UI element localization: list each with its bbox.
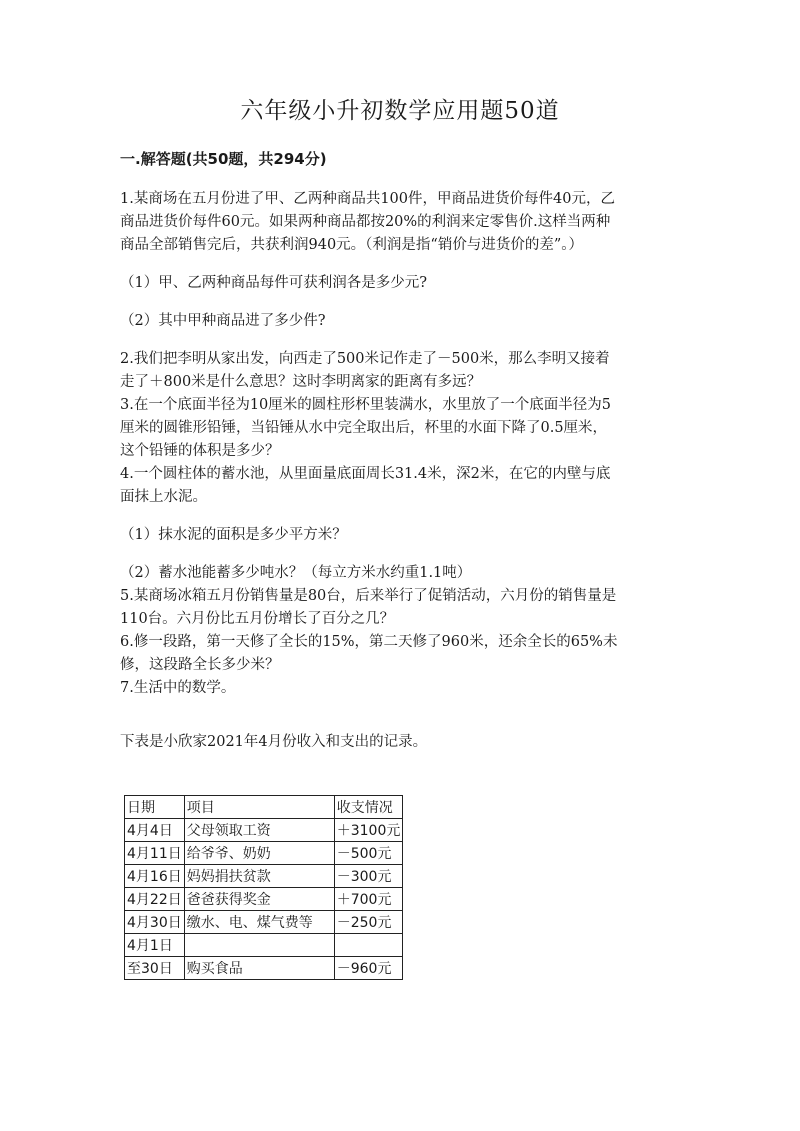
q5-line-2: 110台。六月份比五月份增长了百分之几？ [120,611,395,627]
cell-item: 爸爸获得奖金 [184,888,334,911]
table-row [125,934,403,957]
income-expense-table [124,795,403,980]
table-row [125,888,403,911]
cell-item: 父母领取工资 [184,819,334,842]
cell-item: 缴水、电、煤气费等 [184,911,334,934]
q1-sub-1: （1）甲、乙两种商品每件可获利润各是多少元? [120,275,427,291]
header-amount: 收支情况 [334,796,403,819]
cell-amount: ＋700元 [334,888,403,911]
cell-item: 购买食品 [184,957,334,980]
q1-sub-2: （2）其中甲种商品进了多少件? [120,313,326,329]
q7-table-intro: 下表是小欣家2021年4月份收入和支出的记录。 [120,734,428,750]
q6-line-2: 修，这段路全长多少米？ [120,657,280,673]
cell-date: 4月16日 [125,865,185,888]
cell-date: 至30日 [125,957,185,980]
cell-date: 4月22日 [125,888,185,911]
cell-date: 4月4日 [125,819,185,842]
q1-line-1: 1.某商场在五月份进了甲、乙两种商品共100件，甲商品进货价每件40元，乙 [120,191,615,207]
q4-sub-2: （2）蓄水池能蓄多少吨水？（每立方米水约重1.1吨） [120,565,472,581]
cell-date: 4月1日 [125,934,185,957]
page-title: 六年级小升初数学应用题50道 [240,98,560,124]
cell-amount: －250元 [334,911,403,934]
header-item: 项目 [184,796,334,819]
q5-line-1: 5.某商场冰箱五月份销售量是80台，后来举行了促销活动，六月份的销售量是 [120,588,617,604]
table-header-row [125,796,403,819]
q2-line-1: 2.我们把李明从家出发，向西走了500米记作走了－500米，那么李明又接着 [120,351,610,367]
cell-item: 妈妈捐扶贫款 [184,865,334,888]
q6-line-1: 6.修一段路，第一天修了全长的15%，第二天修了960米，还余全长的65%未 [120,634,618,650]
cell-date: 4月30日 [125,911,185,934]
q4-sub-1: （1）抹水泥的面积是多少平方米？ [120,527,347,543]
table-row [125,842,403,865]
table-row [125,957,403,980]
q3-line-1: 3.在一个底面半径为10厘米的圆柱形杯里装满水，水里放了一个底面半径为5 [120,397,612,413]
cell-item [184,934,334,957]
header-date: 日期 [125,796,185,819]
cell-amount: －300元 [334,865,403,888]
section-heading: 一.解答题(共50题，共294分) [120,150,327,168]
q7-line-1: 7.生活中的数学。 [120,680,236,696]
cell-amount: ＋3100元 [334,819,403,842]
cell-item: 给爷爷、奶奶 [184,842,334,865]
q3-line-3: 这个铅锤的体积是多少？ [120,443,280,459]
table-row [125,819,403,842]
q1-line-3: 商品全部销售完后，共获利润940元。（利润是指“销价与进货价的差”。） [120,237,583,253]
cell-amount: －500元 [334,842,403,865]
q4-line-1: 4.一个圆柱体的蓄水池，从里面量底面周长31.4米，深2米，在它的内壁与底 [120,466,611,482]
cell-amount [334,934,403,957]
q2-line-2: 走了＋800米是什么意思？这时李明离家的距离有多远？ [120,374,482,390]
table-row [125,865,403,888]
cell-amount: －960元 [334,957,403,980]
q3-line-2: 厘米的圆锥形铅锤，当铅锤从水中完全取出后，杯里的水面下降了0.5厘米， [120,420,608,436]
q4-line-2: 面抹上水泥。 [120,489,207,505]
q1-line-2: 商品进货价每件60元。如果两种商品都按20%的利润来定零售价.这样当两种 [120,214,611,230]
cell-date: 4月11日 [125,842,185,865]
table-row [125,911,403,934]
